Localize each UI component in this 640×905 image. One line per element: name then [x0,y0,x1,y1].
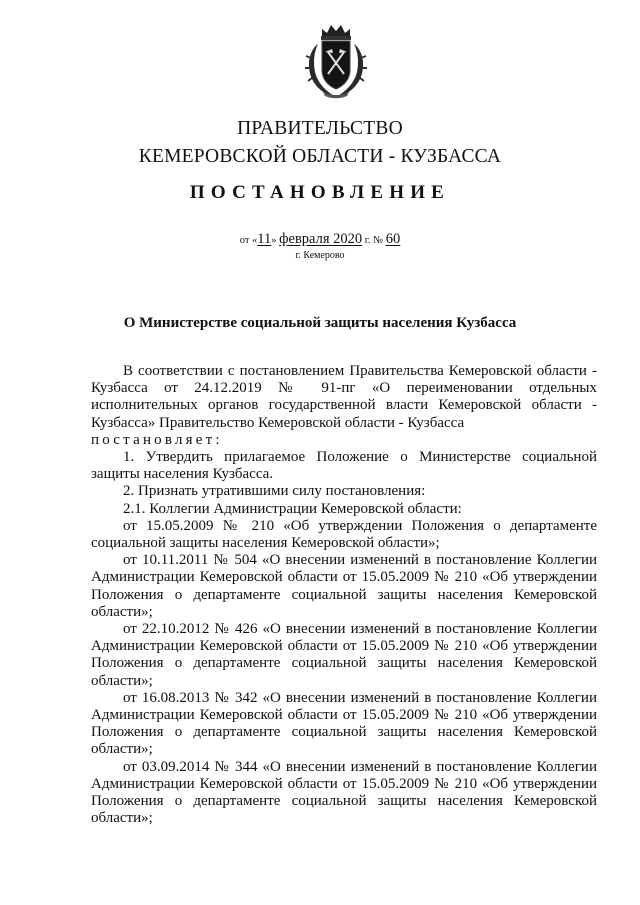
list-item: от 03.09.2014 № 344 «О внесении изменений в постановление Коллегии Администрации Кемеровской области от 15.05.2009 № 210 «Об утверждении Положения о департаменте социальной защиты населения Кемеровской области»; [91,758,597,827]
decree-body [91,363,597,827]
date-year-suffix: г. № [362,235,384,246]
document-type-heading: ПОСТАНОВЛЕНИЕ [189,182,451,203]
city-line: г. Кемерово [295,250,345,261]
government-title-line1: ПРАВИТЕЛЬСТВО [237,118,403,139]
list-item: от 16.08.2013 № 342 «О внесении изменений в постановление Коллегии Администрации Кемеровской области от 15.05.2009 № 210 «Об утверждении Положения о департаменте социальной защиты населения Кемеровской области»; [91,689,597,758]
kemerovo-coat-of-arms-icon [303,22,369,100]
date-mid: » [271,235,280,246]
list-item: от 10.11.2011 № 504 «О внесении изменений в постановление Коллегии Администрации Кемеровской области от 15.05.2009 № 210 «Об утверждении Положения о департаменте социальной защиты населения Кемеровской области»; [91,552,597,620]
intro-paragraph [91,363,597,449]
decree-title: О Министерстве социальной защиты населения Кузбасса [123,315,517,331]
paragraph-2: 2. Признать утратившими силу постановления: [123,483,426,500]
paragraph-2-1: 2.1. Коллегии Администрации Кемеровской области: [123,500,462,517]
list-item: от 22.10.2012 № 426 «О внесении изменений в постановление Коллегии Администрации Кемеровской области от 15.05.2009 № 210 «Об утверждении Положения о департаменте социальной защиты населения Кемеровской области»; [91,621,597,689]
decides-word: постановляет: [91,431,223,448]
date-month-year: февраля 2020 [279,231,363,247]
date-prefix: от « [239,235,258,246]
paragraph-1: 1. Утвердить прилагаемое Положение о Министерстве социальной защиты населения Кузбасса. [91,449,597,483]
government-title-line2: КЕМЕРОВСКОЙ ОБЛАСТИ - КУЗБАССА [138,146,502,167]
decree-number: 60 [385,231,401,247]
intro-text: В соответствии с постановлением Правительства Кемеровской области - Кузбасса от 24.12.2019 № 91-пг «О переименовании отдельных исполнительных органов государственной власти Кемеровской области - Кузбасса» Правительство Кемеровской области - Кузбасса [91,363,597,431]
date-number-line [0,232,640,248]
date-day: 11 [257,231,272,247]
list-item: от 15.05.2009 № 210 «Об утверждении Положения о департаменте социальной защиты населения Кемеровской области»; [91,517,597,552]
